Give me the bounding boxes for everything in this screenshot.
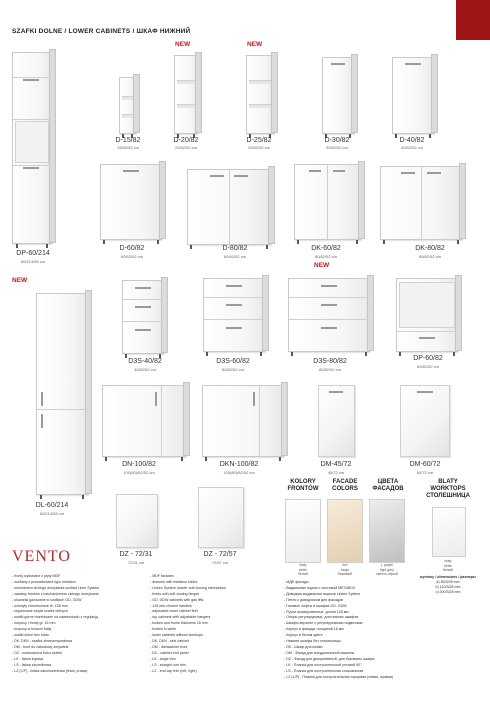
cabinet-dims: 60/214/56 cm <box>39 511 65 516</box>
feature-item: - fronts with soft closing hinges <box>150 591 200 596</box>
swatch-label: светло-серый <box>376 572 398 576</box>
new-badge: NEW <box>314 262 330 269</box>
feature-item: - DM - front do zabudowy zmywarki <box>12 644 69 649</box>
feature-item: - LS - straight rum trim <box>150 662 186 667</box>
cabinet-dk-80-82 <box>380 166 462 240</box>
worktop-swatch-white <box>432 507 466 557</box>
feature-item: - mechanizm cichego domykania szuflad Linex System <box>12 585 100 590</box>
feature-item: - szuflady z prowadnicami typu metabox <box>12 579 76 584</box>
feature-item: - MDF facades <box>150 574 174 578</box>
cabinet-dims: 80/82/52 cm <box>418 254 441 259</box>
feature-item: - ułowanki gazowane w szafkach GD, GDW <box>12 597 82 602</box>
cabinet-code: D-25/82 <box>246 137 272 144</box>
swatch-label: beige <box>340 567 350 572</box>
swatch-label: j. popiel <box>381 563 393 567</box>
cabinet-code: DK-80/82 <box>415 245 445 252</box>
cabinet-dims: 72/31 cm <box>127 560 145 565</box>
cabinet-code: DKN-100/82 <box>219 461 259 468</box>
cabinet-dims: 15/82/52 cm <box>116 145 139 150</box>
feature-item: - Выдвижные ящики с системой METABOX <box>284 585 356 590</box>
cabinet-dims: 80/82/52 cm <box>318 367 341 372</box>
new-badge: NEW <box>12 277 28 284</box>
cabinet-dk-60-82 <box>294 164 361 240</box>
feature-item: - GD, GDW cabinets with gas lifts <box>150 597 204 602</box>
swatch-label: light grey <box>380 567 394 572</box>
feature-item: - regulowane stopki szafek dolnych <box>12 609 68 614</box>
cabinet-dp-60-214 <box>12 52 52 244</box>
feature-item: - Шкафы верхние с регулируемыми подвесами <box>284 621 363 626</box>
cabinet-code: D-40/82 <box>399 137 425 144</box>
worktop-note: b) 110/3/28 mm <box>435 585 461 589</box>
cabinet-code: DP-60/214 <box>16 250 50 257</box>
cabinet-dims: 40/82/52 cm <box>400 145 423 150</box>
feature-item: - Ручки хромированные, длина 128 мм <box>284 609 349 614</box>
facade-colors-box <box>283 477 411 577</box>
new-badge: NEW <box>247 41 263 48</box>
cabinet-dims: 72/57 cm <box>211 560 229 565</box>
cabinet-dkn-100-82 <box>202 385 284 457</box>
feature-item: - szafki dolne bez blatu <box>12 633 49 638</box>
brand-color-block <box>456 0 490 40</box>
worktops-title-line: СТОЛЕШНИЦА <box>426 493 470 499</box>
feature-item: - Газовые лифты в шкафах GD, GDW <box>284 603 347 608</box>
feature-item: - DM - dishwasher front <box>150 644 188 649</box>
feature-item: - LS - listwa szczelinowa <box>12 662 52 667</box>
page-title: SZAFKI DOLNE / LOWER CABINETS / ШКАФ НИЖНИЙ <box>12 28 191 35</box>
cabinet-code: DZ - 72/57 <box>203 551 237 558</box>
feature-item: - DZ - maskownica boku szafek <box>12 650 63 655</box>
swatch-label: бежевый <box>337 572 353 576</box>
worktops-title-line: BLATY <box>438 479 458 485</box>
cabinet-code: D3S-60/82 <box>216 358 250 365</box>
cabinet-code: DZ - 72/31 <box>119 551 153 558</box>
worktops-box <box>414 477 482 597</box>
panel-dz-72-31 <box>116 494 158 548</box>
colors-title-line: COLORS <box>332 486 358 492</box>
feature-item: - uchwyty chromowane rk. 128 mm <box>12 603 68 608</box>
feature-item: - lower cabinets without worktops <box>150 633 203 638</box>
feature-item: - Корпус и фасады толщиной 16 мм <box>284 627 344 632</box>
feature-item: - Опоры регулируемые, для нижних шкафов <box>284 615 359 620</box>
cabinet-code: DM-45/72 <box>320 461 352 468</box>
cabinet-dims: 30/82/52 cm <box>325 145 348 150</box>
swatch-label: biały <box>299 563 307 567</box>
feature-item: - DK, DKN - szafka zlewozmywakowa <box>12 638 73 643</box>
feature-item: - DK - Шкаф для мойки <box>284 644 323 649</box>
cabinet-dims: 60/82/52 cm <box>120 254 143 259</box>
cabinet-dims: 25/82/52 cm <box>247 145 270 150</box>
color-swatch-beige <box>327 499 363 563</box>
cabinet-code: D-60/82 <box>119 245 145 252</box>
feature-item: - DM - Фасад для посудомоечной машины <box>284 650 355 655</box>
worktop-note: a) 80/3/28 mm <box>436 580 460 584</box>
cabinet-dims: 40/82/52 cm <box>133 367 156 372</box>
feature-item: - DK, DKN - sink cabinet <box>150 638 189 643</box>
features-pl <box>12 574 140 674</box>
cabinet-d-60-82 <box>100 164 162 240</box>
cabinet-d3s-40-82 <box>122 280 164 354</box>
worktops-title-line: WORKTOPS <box>430 486 466 492</box>
feature-item: - szafki górne montowane na zawieszkach z regulacją <box>12 615 98 620</box>
cabinet-dims: 60/72 cm <box>416 470 434 475</box>
cabinet-code: D-15/82 <box>115 137 141 144</box>
feature-item: - LK - listwa kątowa <box>12 656 44 661</box>
cabinet-code: D3S-40/82 <box>128 358 162 365</box>
worktop-note: c) 200/3/28 mm <box>435 590 461 594</box>
cabinet-dl-60-214 <box>36 293 88 495</box>
panel-dm-45-72 <box>318 385 355 457</box>
color-swatch-white <box>285 499 321 563</box>
swatch-label: white <box>299 567 307 572</box>
feature-item: - bodies in white <box>150 627 176 632</box>
feature-item: - LK - angle trim <box>150 656 176 661</box>
cabinet-code: D-80/82 <box>222 245 248 252</box>
feature-item: - zawiasy frontów z mechanizmem cichego domykania <box>12 591 99 596</box>
feature-item: - top cabinets with adjustable hangers <box>150 615 211 620</box>
new-badge: NEW <box>175 41 191 48</box>
cabinet-d-30-82 <box>322 57 354 134</box>
feature-item: - LS - Планка для построительная стыковочная <box>284 668 364 673</box>
feature-item: - Доводчик выдвижных ящиков Linken System <box>284 591 361 596</box>
feature-item: - LZ (L/P) - Планка для построительная торцевая (левая, правая) <box>284 674 394 679</box>
feature-item: - drawers with metabox slides <box>150 579 198 584</box>
cabinet-dims: 80/82/52 cm <box>223 254 246 259</box>
feature-item: - Нижние шкафы без столешницы <box>284 639 341 644</box>
brand-name: VENTO <box>12 548 71 565</box>
cabinet-dims: 60/82/52 cm <box>416 364 439 369</box>
cabinet-dims: 45/72 cm <box>327 470 345 475</box>
cabinet-d-80-82 <box>187 169 271 245</box>
cabinet-d3s-80-82 <box>288 278 370 352</box>
feature-item: - DZ - Фасад для декоративный, для боковины шкафа <box>284 656 375 661</box>
cabinet-dims: 60/82/52 cm <box>314 254 337 259</box>
swatch-label: белый <box>298 572 308 576</box>
swatch-label: белый <box>443 568 453 572</box>
feature-item: - LK - Планка для построительной угловой 90° <box>284 662 362 667</box>
cabinet-dims: 100(80)/82/52 cm <box>223 470 255 475</box>
cabinet-code: DP-60/82 <box>413 355 443 362</box>
feature-item: - LZ (L/P) - listwa zakończeniowa (lewa, prawa) <box>12 668 88 673</box>
panel-dz-72-57 <box>198 487 244 548</box>
cabinet-dims: 60/214/56 cm <box>20 259 46 264</box>
cabinet-dims: 100(80)/82/52 cm <box>123 470 155 475</box>
cabinet-dn-100-82 <box>102 385 186 457</box>
feature-item: - DZ - cabinet end panel <box>150 650 189 655</box>
feature-item: - bodies and fronts thickness 16 mm <box>150 621 208 626</box>
cabinet-d-15-82 <box>119 77 136 134</box>
cabinet-code: DK-60/82 <box>311 245 341 252</box>
cabinet-d3s-60-82 <box>203 278 265 352</box>
cabinet-dims: 20/82/52 cm <box>174 145 197 150</box>
colors-title-line: ФАСАДОВ <box>372 486 404 492</box>
cabinet-dp-60-82 <box>396 278 458 352</box>
colors-title-line: ЦВЕТА <box>377 479 399 485</box>
feature-item: - korpusy i fronty gr. 16 mm <box>12 621 56 626</box>
cabinet-dims: 60/82/52 cm <box>221 367 244 372</box>
feature-item: - Корпус в белом цвете <box>284 633 323 638</box>
colors-title-line: KOLORY <box>290 479 316 485</box>
cabinet-code: DN-100/82 <box>122 461 156 468</box>
panel-dm-60-72 <box>400 385 450 457</box>
color-swatch-light-grey <box>369 499 405 563</box>
colors-title-line: FRONTÓW <box>287 486 319 492</box>
feature-item: - fronty wykonane z płyty MDF <box>12 574 61 578</box>
cabinet-d-20-82 <box>174 55 198 134</box>
feature-item: - Петли с доводчиком для фасадов <box>284 597 343 602</box>
cabinet-d-40-82 <box>392 57 434 134</box>
feature-item: - Linken System drawer soft closing mechanism <box>150 585 227 590</box>
feature-item: - МДФ фасады <box>284 580 309 584</box>
colors-title-line: FACADE <box>332 479 358 485</box>
cabinet-code: DL-60/214 <box>35 502 69 509</box>
feature-item: - 128 mm chrome handles <box>150 603 192 608</box>
features-en <box>150 574 280 674</box>
cabinet-code: D-30/82 <box>324 137 350 144</box>
feature-item: - korpusy w kolorze biały <box>12 627 52 632</box>
worktop-note: wymiary / dimensions / размеры <box>419 575 477 579</box>
feature-item: - adjustable lower cabinet feet <box>150 609 198 614</box>
cabinet-code: D-20/82 <box>173 137 199 144</box>
cabinet-code: D3S-80/82 <box>313 358 347 365</box>
cabinet-code: DM-60/72 <box>409 461 441 468</box>
features-ru <box>284 580 412 680</box>
feature-item: - LZ - end cap trim (left, right) <box>150 668 197 673</box>
swatch-label: biały <box>444 559 452 563</box>
cabinet-d-25-82 <box>246 55 274 134</box>
swatch-label: beż <box>342 563 348 567</box>
swatch-label: white <box>444 563 452 568</box>
